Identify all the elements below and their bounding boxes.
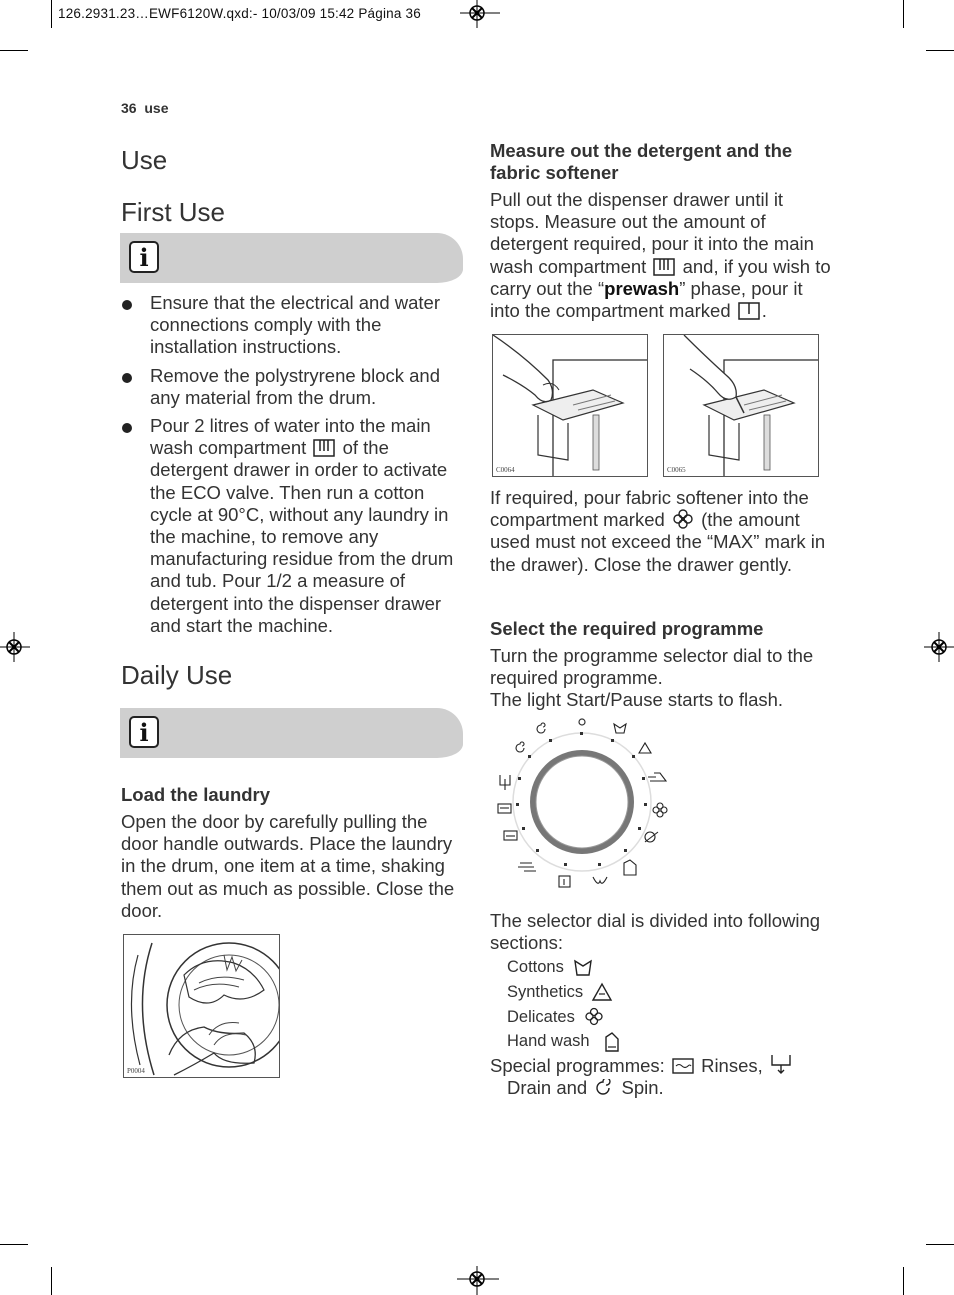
softener-text [490, 487, 835, 576]
measure-text [490, 189, 835, 322]
list-item [507, 955, 626, 980]
section-title-first-use: First Use [121, 197, 225, 227]
rinses-icon [498, 804, 511, 813]
section-title-use: Use [121, 145, 168, 175]
spin-icon [594, 1079, 614, 1097]
prewash-icon [559, 876, 570, 887]
programme-heading: Select the required programme [490, 618, 764, 639]
measure-text-part: ” phase, pour it into the compartment marked [490, 277, 803, 322]
list-item-text: of the detergent drawer in order to activate the ECO valve. Then run a cotton cycle at 90°C, without any laundry in the machine, to remove any manufacturing residue from the drum and tub. Pour 1/2 a measure of detergent into the dispenser drawer and start the machine. [150, 437, 454, 636]
special-programmes [490, 1053, 835, 1099]
dispenser-illustration-1 [492, 334, 648, 477]
crop-mark [0, 50, 28, 51]
section-label: Synthetics [507, 982, 584, 1001]
rinses-icon [672, 1057, 694, 1075]
hand-wash-icon [598, 1031, 626, 1053]
spin-label: Spin. [621, 1077, 664, 1099]
easy-iron-icon [648, 773, 666, 781]
dispenser-illustration-2 [663, 334, 819, 477]
rinses-label: Rinses, [701, 1055, 763, 1076]
section-title-daily-use: Daily Use [121, 660, 233, 690]
info-bar [120, 233, 463, 283]
page-section: use [144, 100, 169, 116]
list-item [507, 980, 626, 1005]
measure-text-part: and, if you wish to carry out the “ [490, 255, 831, 299]
softener-text-part: If required, pour fabric softener into the compartment marked [490, 487, 809, 531]
image-code: P0004 [127, 1067, 145, 1075]
crop-mark [926, 50, 954, 51]
load-text: Open the door by carefully pulling the door handle outwards. Place the laundry in the drum, one item at a time, shaking them out as much as possible. Close the door. [121, 811, 455, 921]
first-use-list [121, 292, 466, 643]
registration-mark-icon [0, 632, 30, 662]
synthetics-icon [639, 743, 651, 753]
info-icon: i [129, 241, 159, 273]
programme-dial [490, 715, 680, 895]
programme-line: The light Start/Pause starts to flash. [490, 689, 784, 711]
wool-icon [645, 832, 658, 842]
crop-mark [903, 0, 904, 28]
programme-line: Turn the programme selector dial to the required programme. [490, 645, 814, 689]
spin-icon [516, 742, 524, 752]
load-heading: Load the laundry [121, 784, 271, 805]
flower-softener-icon [672, 509, 694, 529]
delicates-icon [653, 803, 667, 817]
crop-mark [926, 1244, 954, 1245]
image-code: C0065 [667, 466, 686, 474]
list-item [507, 1005, 626, 1030]
section-label: Hand wash [507, 1032, 590, 1051]
print-slug: 126.2931.23…EWF6120W.qxd:- 10/03/09 15:42 Página 36 [58, 6, 421, 21]
page-number: 36 [121, 100, 137, 116]
list-item: Remove the polystryrene block and any material from the drum. [121, 365, 466, 409]
dispenser-drawing [664, 335, 818, 476]
list-item [121, 415, 466, 637]
crop-mark [51, 1267, 52, 1295]
delicates-icon [583, 1007, 605, 1027]
crop-mark [903, 1267, 904, 1295]
measure-heading: Measure out the detergent and the fabric softener [490, 140, 793, 183]
dial-section-list [507, 955, 626, 1054]
list-item [507, 1029, 626, 1054]
spin-icon [537, 723, 545, 733]
registration-mark-icon [460, 0, 500, 28]
special-label: Special programmes: [490, 1055, 665, 1076]
programme-text [490, 645, 835, 712]
measure-text-part: . [761, 300, 767, 322]
main-wash-compartment-icon [313, 439, 335, 457]
list-item-text: Pour 2 litres of water into the main wash compartment [150, 415, 431, 459]
load-laundry-illustration [123, 934, 280, 1078]
drain-icon [500, 775, 510, 790]
info-bar [120, 708, 463, 758]
dispenser-drawing [493, 335, 647, 476]
prewash-compartment-icon [738, 302, 760, 320]
hand-wash-icon [624, 860, 636, 875]
quick-wash-icon [518, 863, 536, 871]
cottons-icon [572, 957, 594, 977]
cottons-icon [614, 724, 626, 733]
drain-icon [770, 1053, 792, 1075]
list-item: Ensure that the electrical and water connections comply with the installation instructions. [121, 292, 466, 359]
drain-label: Drain and [507, 1077, 588, 1099]
prewash-label: prewash [604, 277, 680, 299]
section-label: Delicates [507, 1007, 575, 1026]
page-header [121, 100, 168, 116]
section-label: Cottons [507, 958, 564, 976]
off-position-icon [579, 719, 585, 725]
softener-text-part: (the amount used must not exceed the “MAX” mark in the drawer). Close the drawer gently. [490, 509, 826, 575]
dial-intro: The selector dial is divided into following sections: [490, 910, 821, 954]
dial-knob [536, 756, 628, 848]
silk-icon [593, 877, 607, 883]
crop-mark [51, 0, 52, 28]
registration-mark-icon [924, 632, 954, 662]
crop-mark [0, 1244, 28, 1245]
registration-mark-icon [457, 1266, 499, 1295]
image-code: C0064 [496, 466, 515, 474]
rinses-icon [504, 831, 517, 840]
info-icon: i [129, 716, 159, 748]
main-wash-compartment-icon [653, 258, 675, 276]
measure-text-part: Pull out the dispenser drawer until it stops. Measure out the amount of detergent required, pour it into the main wash compartment [490, 189, 814, 277]
drum-laundry-drawing [124, 935, 279, 1077]
synthetics-icon [591, 982, 613, 1002]
